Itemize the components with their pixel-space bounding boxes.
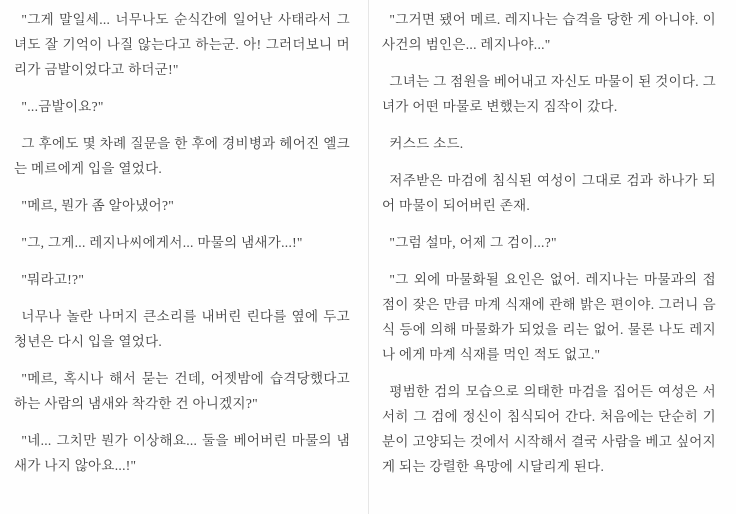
paragraph: 그 후에도 몇 차례 질문을 한 후에 경비병과 헤어진 엘크는 메르에게 입을 열었다.: [14, 136, 350, 176]
paragraph: "...금발이요?": [21, 99, 104, 114]
paragraph: "메르, 뭔가 좀 알아냈어?": [21, 198, 175, 213]
paragraph: "네... 그치만 뭔가 이상해요... 둘을 베어버린 마물의 냄새가 나지 않아요...!": [14, 433, 350, 473]
paragraph: "메르, 혹시나 해서 묻는 건데, 어젯밤에 습격당했다고 하는 사람의 냄새와 착각한 건 아니겠지?": [14, 371, 350, 411]
paragraph: 커스드 소드.: [389, 136, 464, 151]
paragraph: 그녀는 그 점원을 베어내고 자신도 마물이 된 것이다. 그녀가 어떤 마물로 변했는지 짐작이 갔다.: [382, 74, 716, 114]
paragraph: "그 외에 마물화될 요인은 없어. 레지나는 마물과의 접점이 잦은 만큼 마계 식재에 관해 밝은 편이야. 그러니 음식 등에 의해 마물화가 되었을 리는 없어. 물론 나도 레지나 에게 마계 식재를 먹인 적도 없고.": [382, 272, 716, 362]
paragraph: 너무나 놀란 나머지 큰소리를 내버린 린다를 옆에 두고 청년은 다시 입을 열었다.: [14, 309, 350, 349]
paragraph: "그게 말일세... 너무나도 순식간에 일어난 사태라서 그녀도 잘 기억이 나질 않는다고 하는군. 아! 그러더보니 머리가 금발이었다고 하더군!": [14, 12, 350, 77]
paragraph: "뭐라고!?": [21, 272, 85, 287]
paragraph: "그, 그게... 레지나씨에게서... 마물의 냄새가...!": [21, 235, 303, 250]
paragraph: "그럼 설마, 어제 그 검이...?": [389, 235, 557, 250]
paragraph: 저주받은 마검에 침식된 여성이 그대로 검과 하나가 되어 마물이 되어버린 존재.: [382, 173, 716, 213]
text-column-right: [368, 0, 736, 514]
paragraph: "그거면 됐어 메르. 레지나는 습격을 당한 게 아니야. 이 사건의 범인은... 레지나야...": [382, 12, 716, 52]
paragraph: 평범한 검의 모습으로 의태한 마검을 집어든 여성은 서서히 그 검에 정신이 침식되어 간다. 처음에는 단순히 기분이 고양되는 것에서 시작해서 결국 사람을 베고 싶어지게 되는 강렬한 욕망에 시달리게 된다.: [382, 384, 716, 474]
